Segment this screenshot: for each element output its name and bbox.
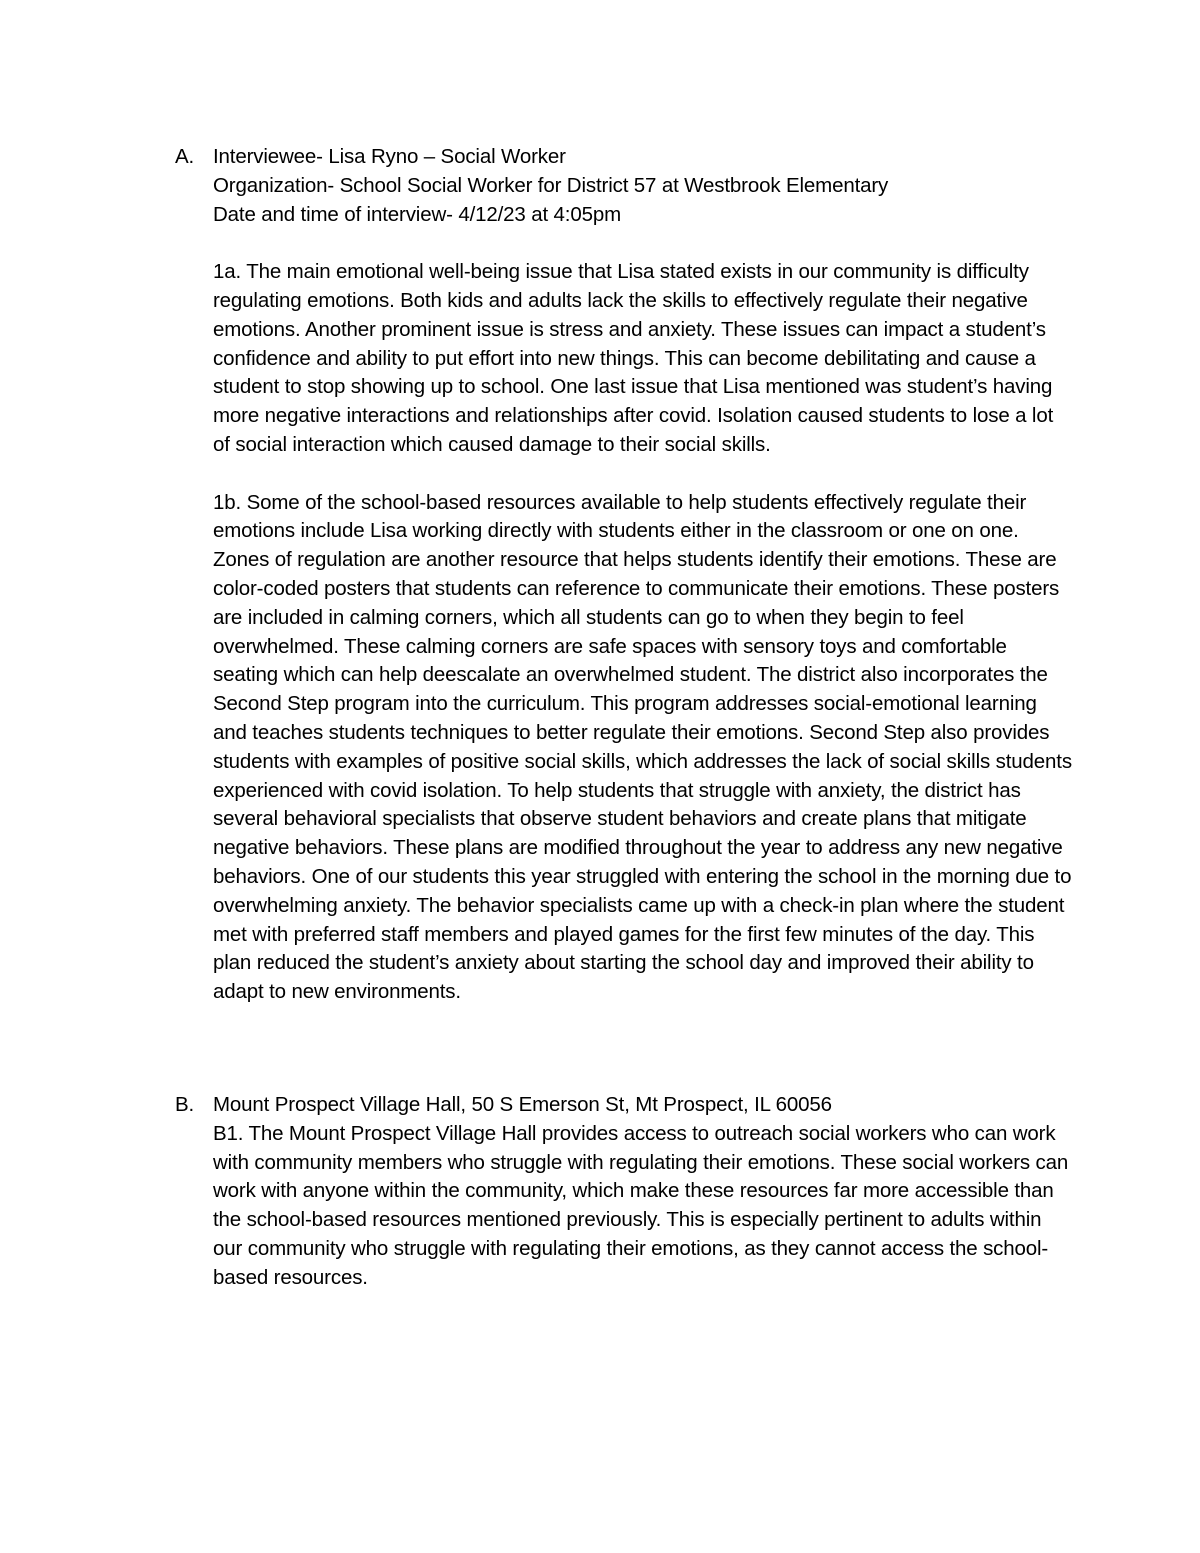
interviewee-line: Interviewee- Lisa Ryno – Social Worker: [213, 145, 566, 168]
section-b-content: [213, 1091, 1073, 1293]
section-a-content: [213, 143, 1073, 1007]
section-a-marker: A.: [175, 145, 195, 168]
answer-1b-paragraph: 1b. Some of the school-based resources available to help students effectively regulate their emotions include Lisa working directly with students either in the classroom or one on one. Zones of regulation are another resource that helps students identify their emotions. These are color-coded posters that students can reference to communicate their emotions. These posters are included in calming corners, which all students can go to when they begin to feel overwhelmed. These calming corners are safe spaces with sensory toys and comfortable seating which can help deescalate an overwhelmed student. The district also incorporates the Second Step program into the curriculum. This program addresses social-emotional learning and teaches students techniques to better regulate their emotions. Second Step also provides students with examples of positive social skills, which addresses the lack of social skills students experienced with covid isolation. To help students that struggle with anxiety, the district has several behavioral specialists that observe student behaviors and create plans that mitigate negative behaviors. These plans are modified throughout the year to address any new negative behaviors. One of our students this year struggled with entering the school in the morning due to overwhelming anxiety. The behavior specialists came up with a check-in plan where the student met with preferred staff members and played games for the first few minutes of the day. This plan reduced the student’s anxiety about starting the school day and improved their ability to adapt to new environments.: [213, 490, 1072, 1004]
paragraph-spacer: [213, 460, 1073, 489]
answer-b1-paragraph: B1. The Mount Prospect Village Hall provides access to outreach social workers who can work with community members who struggle with regulating their emotions. These social workers can work with anyone within the community, which make these resources far more accessible than the school-based resources mentioned previously. This is especially pertinent to adults within our community who struggle with regulating their emotions, as they cannot access the school-based resources.: [213, 1121, 1069, 1289]
section-b-marker: B.: [175, 1093, 195, 1116]
location-line: Mount Prospect Village Hall, 50 S Emerson St, Mt Prospect, IL 60056: [213, 1093, 832, 1116]
organization-line: Organization- School Social Worker for District 57 at Westbrook Elementary: [213, 173, 889, 197]
answer-1a-paragraph: 1a. The main emotional well-being issue that Lisa stated exists in our community is difficulty regulating emotions. Both kids and adults lack the skills to effectively regulate their negative emotions. Another prominent issue is stress and anxiety. These issues can impact a student’s confidence and ability to put effort into new things. This can become debilitating and cause a student to stop showing up to school. One last issue that Lisa mentioned was student’s having more negative interactions and relationships after covid. Isolation caused students to lose a lot of social interaction which caused damage to their social skills.: [213, 260, 1054, 456]
paragraph-spacer: [213, 229, 1073, 258]
date-time-line: Date and time of interview- 4/12/23 at 4:05pm: [213, 202, 622, 226]
